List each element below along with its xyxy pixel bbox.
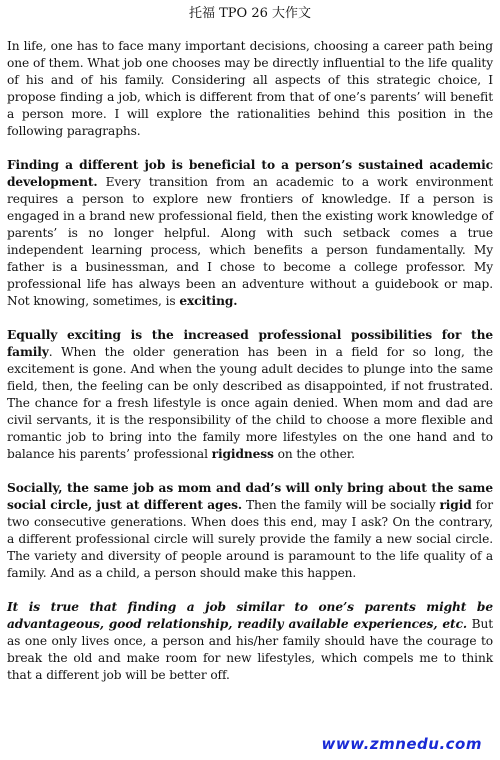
academic-topic-sentence: Finding a different job is beneficial to a person’s sustained academic development. bbox=[7, 158, 493, 189]
paragraph-conclusion bbox=[7, 599, 493, 684]
possibilities-keyword: rigidness bbox=[211, 447, 274, 461]
possibilities-tail: on the other. bbox=[273, 447, 355, 461]
social-topic-sentence: Socially, the same job as mom and dad’s will only bring about the same social circle, just at different ages. bbox=[7, 481, 493, 512]
possibilities-topic-sentence: Equally exciting is the increased professional possibilities for the family bbox=[7, 328, 493, 359]
paragraph-academic bbox=[7, 157, 493, 310]
paragraph-social bbox=[7, 480, 493, 582]
possibilities-body: . When the older generation has been in a field for so long, the excitement is gone. And when the young adult decides to plunge into the same field, then, the feeling can be only described as disappointed, if not frustrated. The chance for a fresh lifestyle is once again denied. When mom and dad are civil servants, it is the responsibility of the child to choose a more flexible and romantic job to bring into the family more lifestyles on the one hand and to balance his parents’ professional bbox=[7, 345, 493, 461]
conclusion-topic-sentence: It is true that finding a job similar to one’s parents might be advantageous, good relationship, readily available experiences, etc. bbox=[7, 600, 493, 631]
academic-keyword: exciting. bbox=[179, 294, 238, 308]
paragraph-possibilities bbox=[7, 327, 493, 463]
intro-text: In life, one has to face many important decisions, choosing a career path being one of them. What job one chooses may be directly influential to the life quality of his and of his family. Considering all aspects of this strategic choice, I propose finding a job, which is different from that of one’s parents’ will benefit a person more. I will explore the rationalities behind this position in the following paragraphs. bbox=[7, 39, 493, 138]
social-body-1: Then the family will be socially bbox=[242, 498, 440, 512]
academic-body: Every transition from an academic to a work environment requires a person to explore new frontiers of knowledge. If a person is engaged in a brand new professional field, then the existing work knowledge of parents’ is no longer helpful. Along with such setback comes a true independent learning process, which benefits a person fundamentally. My father is a businessman, and I chose to become a college professor. My professional life has always been an adventure without a guidebook or map. Not knowing, sometimes, is bbox=[7, 175, 493, 308]
paragraph-intro bbox=[7, 38, 493, 140]
page-title: 托福 TPO 26 大作文 bbox=[188, 6, 311, 21]
social-keyword: rigid bbox=[439, 498, 472, 512]
social-body-2: for two consecutive generations. When does this end, may I ask? On the contrary, a different professional circle will surely provide the family a new social circle. The variety and diversity of people around is paramount to the life quality of a family. And as a child, a person should make this happen. bbox=[7, 498, 494, 580]
site-watermark: www.zmnedu.com bbox=[321, 735, 482, 753]
conclusion-body: But as one only lives once, a person and his/her family should have the courage to break the old and make room for new lifestyles, which compels me to think that a different job will be better off. bbox=[7, 617, 493, 682]
